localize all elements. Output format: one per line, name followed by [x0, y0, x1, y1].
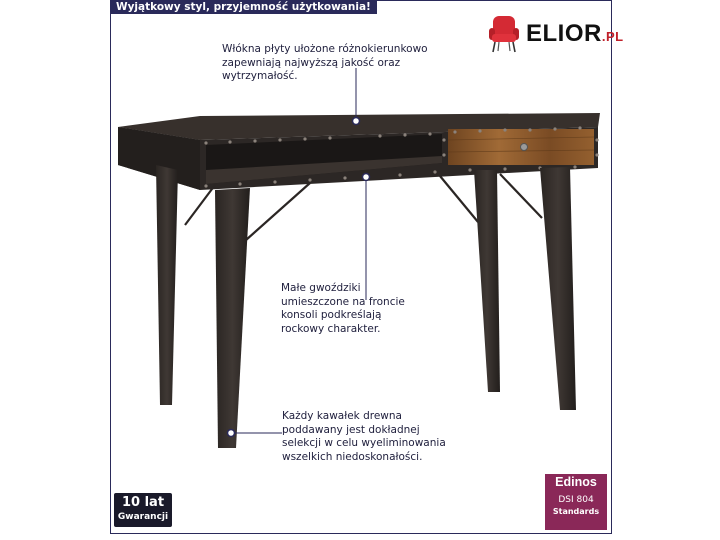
certificate-name: Edinos: [555, 475, 597, 489]
callout-marker: [228, 430, 235, 437]
top-banner: Wyjątkowy styl, przyjemność użytkowania!: [110, 0, 377, 14]
certificate-standards: Standards: [552, 507, 600, 516]
certificate-number: 804: [576, 495, 594, 505]
drawer-knob: [521, 144, 528, 151]
warranty-label: Gwarancji: [117, 512, 169, 522]
brand-suffix: .PL: [601, 29, 624, 44]
table-leg: [474, 170, 500, 392]
table-leg: [540, 167, 576, 410]
callout-line: selekcji w celu wyeliminowania: [282, 437, 446, 449]
callout-line: umieszczone na froncie: [281, 295, 405, 308]
callout-line: wszelkich niedoskonałości.: [282, 450, 423, 463]
warranty-years: 10 lat: [121, 495, 165, 510]
warranty-badge: [114, 493, 172, 527]
callout-marker: [353, 118, 360, 125]
callout-line: zapewniają najwyższą jakość oraz: [222, 56, 401, 69]
edinos-certificate-badge: [545, 474, 607, 530]
certificate-code: [545, 494, 607, 506]
brand-name-text: ELIOR: [526, 20, 602, 47]
table-leg: [156, 165, 178, 405]
callout-line: Każdy kawałek drewna: [282, 410, 402, 422]
callout-line: wytrzymałość.: [222, 70, 298, 82]
callout-marker: [363, 174, 370, 181]
callout-line: rockowy charakter.: [281, 322, 381, 335]
callout-line: Włókna płyty ułożone różnokierunkowo: [222, 43, 428, 55]
callout-line: poddawany jest dokładnej: [282, 423, 420, 436]
callout-wood-selection: [282, 410, 446, 464]
certificate-dsi: DSI: [558, 495, 574, 505]
table-leg: [215, 188, 250, 448]
callout-rivets: [281, 282, 405, 336]
callout-fibers: [222, 43, 428, 84]
callout-line: Małe gwoździki: [281, 282, 361, 294]
callout-line: konsoli podkreślają: [281, 309, 382, 321]
